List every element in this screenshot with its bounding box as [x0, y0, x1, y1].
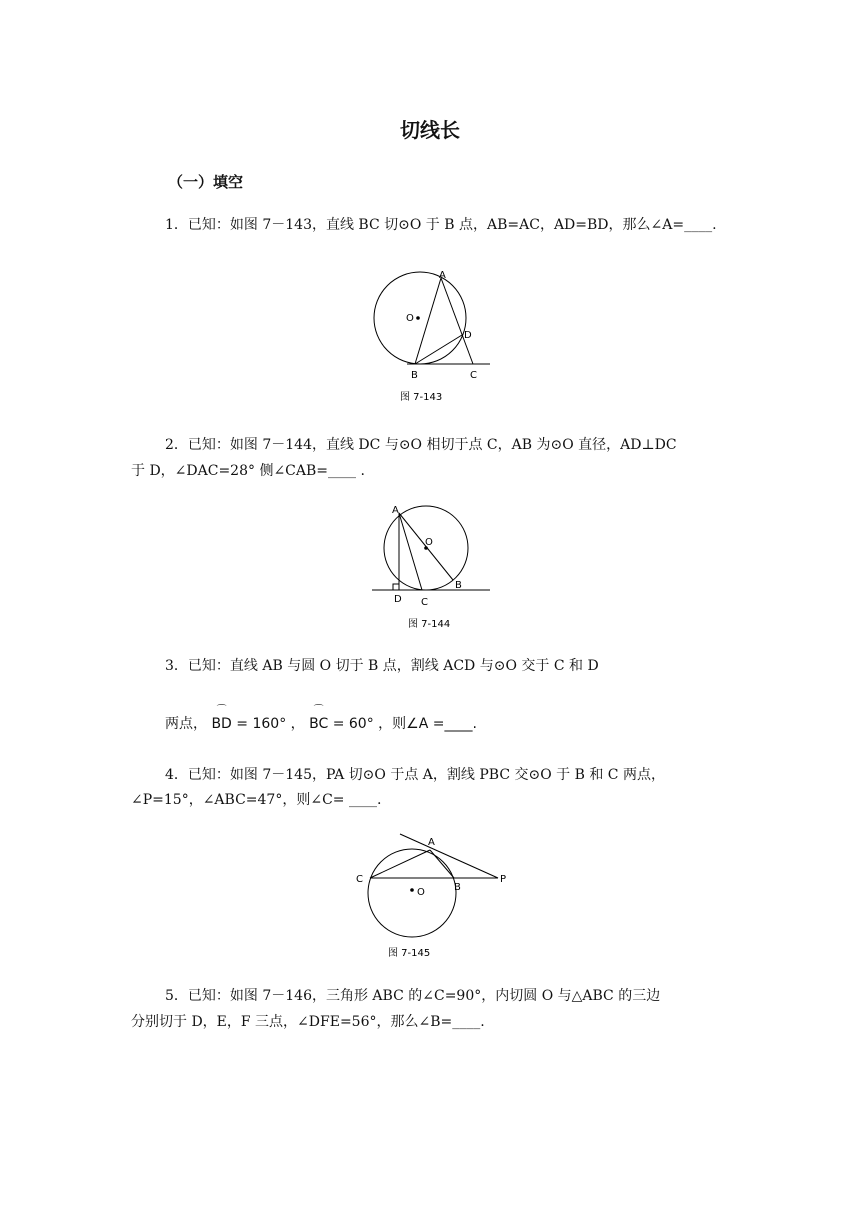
- circle-o: [368, 849, 456, 937]
- question-1-line-1: 1．已知：如图 7－143，直线 BC 切⊙O 于 B 点，AB=AC，AD=BD，那么∠A=____.: [165, 217, 717, 233]
- question-3-line-2: [165, 705, 477, 735]
- circle-o: [374, 272, 466, 364]
- label-b: B: [455, 580, 462, 591]
- label-c: C: [421, 597, 428, 608]
- question-2-line-2: 于 D，∠DAC=28° 侧∠CAB=____ .: [131, 463, 365, 479]
- arc-bc-text: BC: [309, 716, 329, 732]
- page-title: 切线长: [400, 118, 460, 142]
- label-c: C: [356, 874, 363, 885]
- label-b: B: [454, 882, 461, 893]
- question-4-line-2: ∠P=15°，∠ABC=47°，则∠C= ____.: [131, 792, 382, 808]
- caption-7-144: 图 7-144: [408, 619, 451, 630]
- label-o: O: [417, 887, 425, 898]
- question-5-line-1: 5．已知：如图 7－146，三角形 ABC 的∠C=90°，内切圆 O 与△ABC 的三边: [165, 988, 661, 1004]
- center-dot: [416, 316, 420, 320]
- label-a: A: [439, 270, 446, 281]
- q3-prefix: 两点，: [165, 716, 207, 732]
- arc-mark: ⌒: [313, 705, 324, 716]
- arc-bd: [211, 705, 232, 735]
- question-3-line-1: 3．已知：直线 AB 与圆 O 切于 B 点，割线 ACD 与⊙O 交于 C 和 D: [165, 658, 599, 674]
- arc-bd-value: = 160°: [236, 716, 287, 732]
- figure-7-143: [360, 268, 500, 408]
- label-a: A: [392, 505, 399, 516]
- label-p: P: [500, 874, 507, 885]
- center-dot: [410, 888, 414, 892]
- q3-sep: ，: [290, 716, 305, 732]
- arc-bd-text: BD: [211, 716, 232, 732]
- caption-7-143: 图 7-143: [400, 392, 443, 403]
- label-a: A: [428, 837, 435, 848]
- label-b: B: [411, 370, 418, 381]
- segment-ab: [430, 850, 454, 878]
- segment-ab: [415, 278, 441, 364]
- figure-7-144: [370, 502, 500, 634]
- label-d: D: [394, 594, 402, 605]
- arc-bc: [309, 705, 329, 735]
- arc-bc-value: = 60°: [332, 716, 374, 732]
- figure-7-145: [350, 828, 520, 963]
- caption-7-145: 图 7-145: [388, 948, 431, 959]
- label-c: C: [470, 370, 477, 381]
- question-4-line-1: 4．已知：如图 7－145，PA 切⊙O 于点 A，割线 PBC 交⊙O 于 B 和 C 两点，: [165, 767, 665, 783]
- section-heading: （一）填空: [168, 173, 244, 191]
- right-angle-mark: [393, 584, 399, 590]
- label-o: O: [425, 537, 433, 548]
- question-5-line-2: 分别切于 D，E，F 三点，∠DFE=56°，那么∠B=____.: [131, 1014, 485, 1030]
- q3-suffix: ，则∠A =____.: [378, 716, 477, 732]
- label-o: O: [406, 313, 414, 324]
- question-2-line-1: 2．已知：如图 7－144，直线 DC 与⊙O 相切于点 C，AB 为⊙O 直径，AD⊥DC: [165, 437, 677, 453]
- segment-ac: [399, 513, 422, 590]
- label-d: D: [464, 330, 472, 341]
- arc-mark: ⌒: [216, 705, 227, 716]
